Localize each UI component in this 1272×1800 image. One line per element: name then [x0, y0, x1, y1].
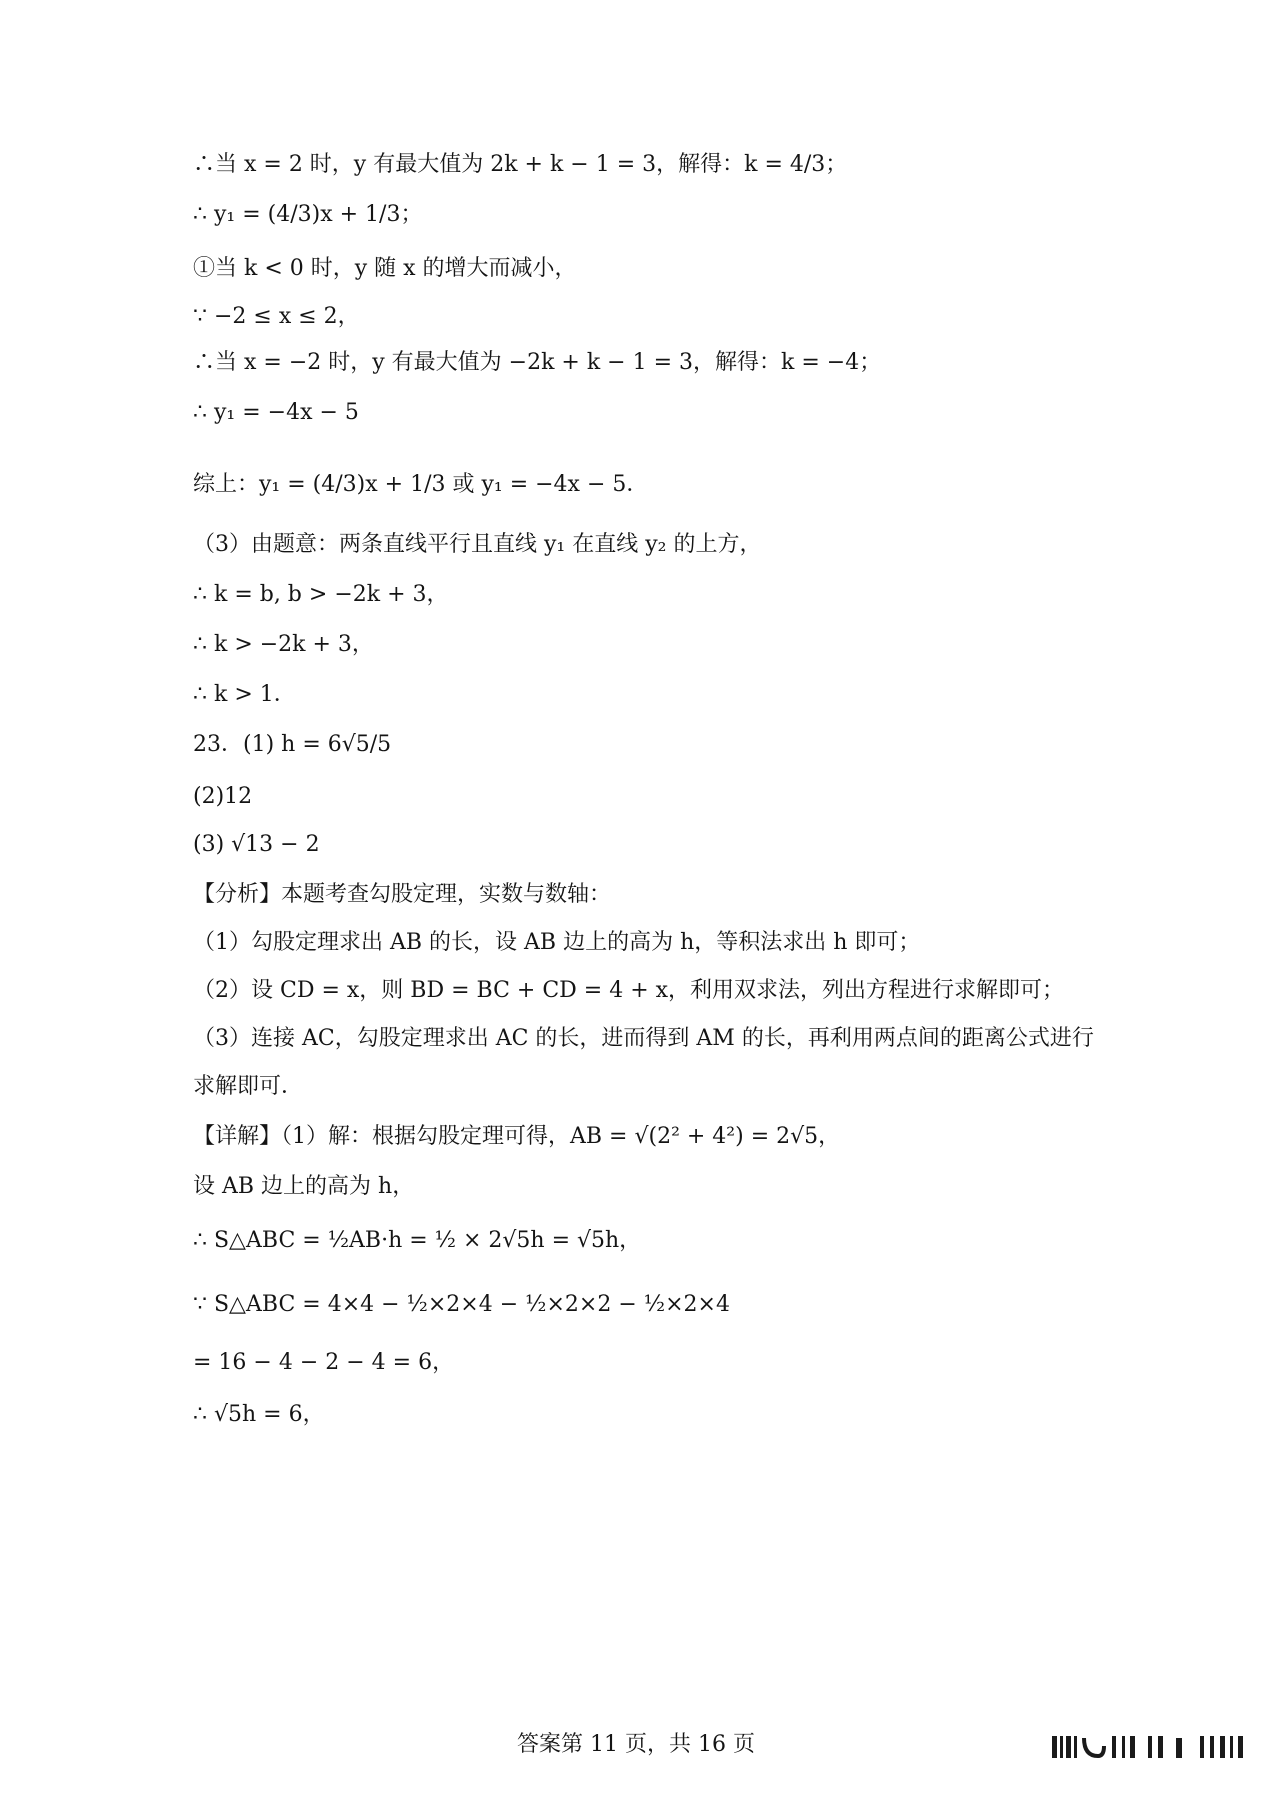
text-line: ∴ k > −2k + 3， — [193, 632, 374, 657]
text-line: （3）连接 AC，勾股定理求出 AC 的长，进而得到 AM 的长，再利用两点间的距离公式进行 — [193, 1026, 1094, 1051]
watermark-barcode-icon — [1050, 1732, 1250, 1762]
text-line: ①当 k < 0 时，y 随 x 的增大而减小， — [193, 256, 577, 281]
text-line: ∴ k = b, b > −2k + 3， — [193, 582, 449, 607]
text-line: （2）设 CD = x，则 BD = BC + CD = 4 + x，利用双求法，列出方程进行求解即可； — [193, 978, 1065, 1003]
text-line: ∴ y₁ = (4/3)x + 1/3； — [193, 202, 423, 227]
text-line: ∴ S△ABC = ½AB·h = ½ × 2√5h = √5h， — [193, 1228, 642, 1253]
text-line: ∴当 x = 2 时，y 有最大值为 2k + k − 1 = 3，解得：k = 4/3； — [193, 152, 848, 177]
text-line: （3）由题意：两条直线平行且直线 y₁ 在直线 y₂ 的上方， — [193, 532, 762, 557]
text-line: 【详解】（1）解：根据勾股定理可得，AB = √(2² + 4²) = 2√5， — [193, 1124, 841, 1149]
text-line: ∴当 x = −2 时，y 有最大值为 −2k + k − 1 = 3，解得：k = −4； — [193, 350, 882, 375]
text-line: = 16 − 4 − 2 − 4 = 6， — [193, 1350, 455, 1375]
text-line: ∴ y₁ = −4x − 5 — [193, 400, 359, 425]
text-line: 【分析】本题考查勾股定理，实数与数轴： — [193, 882, 612, 907]
text-line: ∵ S△ABC = 4×4 − ½×2×4 − ½×2×2 − ½×2×4 — [193, 1292, 730, 1317]
text-line: ∴ k > 1． — [193, 682, 296, 707]
text-line: （1）勾股定理求出 AB 的长，设 AB 边上的高为 h，等积法求出 h 即可； — [193, 930, 921, 955]
text-line: 23．(1) h = 6√5/5 — [193, 732, 392, 757]
page-footer: 答案第 11 页，共 16 页 — [517, 1732, 755, 1757]
text-line: 求解即可． — [193, 1074, 304, 1099]
text-line: ∵ −2 ≤ x ≤ 2， — [193, 304, 360, 329]
text-line: 设 AB 边上的高为 h， — [193, 1174, 415, 1199]
text-line: ∴ √5h = 6， — [193, 1402, 325, 1427]
text-line: (3) √13 − 2 — [193, 832, 320, 857]
text-line: 综上：y₁ = (4/3)x + 1/3 或 y₁ = −4x − 5． — [193, 472, 649, 497]
text-line: (2)12 — [193, 784, 253, 809]
